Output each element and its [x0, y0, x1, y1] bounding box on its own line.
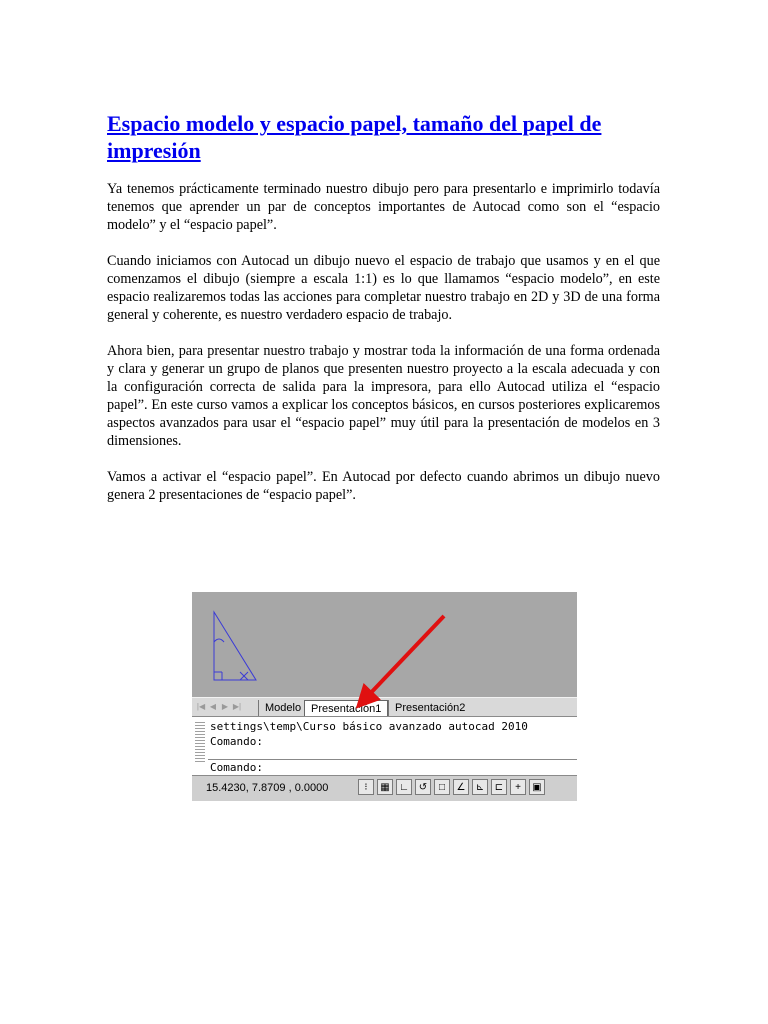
command-prompt[interactable]: Comando:	[210, 761, 263, 774]
paragraph-4: Vamos a activar el “espacio papel”. En Autocad por defecto cuando abrimos un dibujo nuevo genera 2 presentaciones de “espacio papel”.	[107, 469, 660, 503]
first-tab-icon[interactable]: |◀	[196, 702, 206, 711]
prev-tab-icon[interactable]: ◀	[209, 702, 217, 711]
article	[107, 110, 660, 522]
red-arrow	[192, 592, 577, 801]
snap-icon[interactable]: ⁝	[358, 779, 374, 795]
paragraph-3: Ahora bien, para presentar nuestro trabajo y mostrar toda la información de una forma ordenada y clara y generar un grupo de planos que presenten nuestro proyecto a la escala adecuada y con la configuración correcta de salida para la impresora, para ello Autocad utiliza el “espacio papel”. En este curso vamos a explicar los conceptos básicos, en cursos posteriores explicaremos aspectos avanzados para usar el “espacio papel” muy útil para la presentación de modelos en 3 dimensiones.	[107, 343, 660, 449]
last-tab-icon[interactable]: ▶|	[232, 702, 242, 711]
lineweight-icon[interactable]: +	[510, 779, 526, 795]
grid-icon[interactable]: ▦	[377, 779, 393, 795]
dyn-icon[interactable]: ⊏	[491, 779, 507, 795]
paragraph-1: Ya tenemos prácticamente terminado nuestro dibujo pero para presentarlo e imprimirlo todavía tenemos que aprender un par de conceptos importantes de Autocad como son el “espacio modelo” y el “espacio papel”.	[107, 181, 660, 233]
command-history-line: settings\temp\Curso básico avanzado autocad 2010	[210, 720, 528, 733]
autocad-screenshot	[192, 592, 577, 801]
paragraph-2: Cuando iniciamos con Autocad un dibujo nuevo el espacio de trabajo que usamos y en el que comenzamos el dibujo (siempre a escala 1:1) es lo que llamamos “espacio modelo”, en este espacio realizaremos todas las acciones para completar nuestro trabajo en 2D y 3D de una forma general y coherente, es nuestro verdadero espacio de trabajo.	[107, 253, 660, 323]
arrow-shaft	[364, 616, 444, 700]
tab-modelo[interactable]: Modelo	[258, 700, 307, 716]
next-tab-icon[interactable]: ▶	[221, 702, 229, 711]
tab-presentacion1[interactable]: Presentación1	[304, 700, 388, 716]
ortho-icon[interactable]: ∟	[396, 779, 412, 795]
coordinates-readout: 15.4230, 7.8709 , 0.0000	[206, 782, 329, 794]
article-title[interactable]: Espacio modelo y espacio papel, tamaño del papel de impresión	[107, 111, 602, 163]
polar-icon[interactable]: ↺	[415, 779, 431, 795]
otrack-icon[interactable]: ∠	[453, 779, 469, 795]
command-history-line: Comando:	[210, 735, 263, 748]
osnap-icon[interactable]: □	[434, 779, 450, 795]
ducs-icon[interactable]: ⊾	[472, 779, 488, 795]
tab-presentacion2[interactable]: Presentación2	[388, 700, 471, 716]
qp-icon[interactable]: ▣	[529, 779, 545, 795]
